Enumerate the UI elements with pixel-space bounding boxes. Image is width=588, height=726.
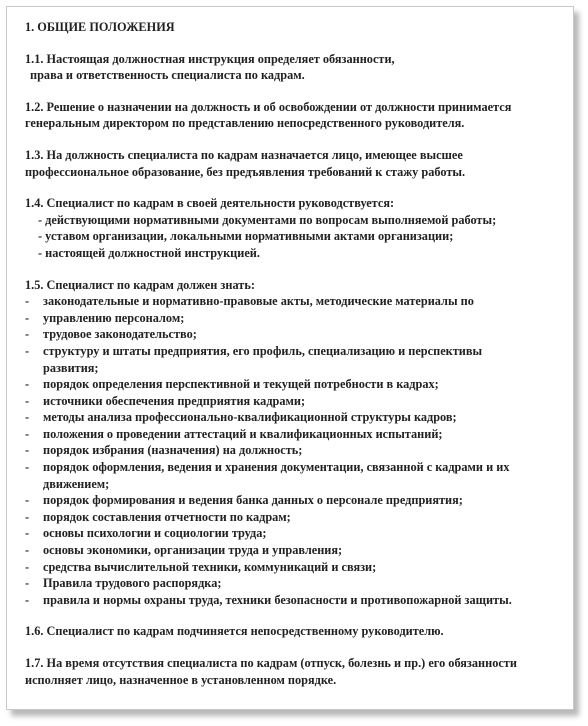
list-item-text: развития; <box>43 360 99 375</box>
document-body <box>25 19 567 688</box>
paragraph-1-2 <box>25 99 567 132</box>
list-item <box>25 559 567 576</box>
list-item-text: основы психологии и социологии труда; <box>43 526 267 541</box>
list-bullet: - <box>25 410 30 425</box>
list-bullet: - <box>25 377 30 392</box>
list-bullet: - <box>25 310 30 325</box>
list-item-text: законодательные и нормативно-правовые акты, методические материалы по <box>43 294 474 309</box>
list-item <box>25 459 567 476</box>
knowledge-list <box>25 293 567 608</box>
text-line: 1.2. Решение о назначении на должность и об освобождении от должности принимается <box>25 99 512 114</box>
list-bullet: - <box>25 543 30 558</box>
text-line: 1.7. На время отсутствия специалиста по кадрам (отпуск, болезнь и пр.) его обязанности <box>25 656 517 670</box>
list-item <box>25 343 567 360</box>
list-item <box>25 476 567 493</box>
text-line: 1.4. Специалист по кадрам в своей деятельности руководствуется: <box>25 196 395 211</box>
list-bullet <box>25 360 43 377</box>
list-item-text: структуру и штаты предприятия, его профиль, специализацию и перспективы <box>43 343 483 358</box>
list-item-text: положения о проведении аттестаций и квалификационных испытаний; <box>43 426 443 441</box>
paragraph-1-6 <box>25 623 567 640</box>
section-heading: 1. ОБЩИЕ ПОЛОЖЕНИЯ <box>25 20 175 34</box>
list-item <box>25 592 567 609</box>
list-item-text: порядок оформления, ведения и хранения документации, связанной с кадрами и их <box>43 460 510 475</box>
text-line: 1.1. Настоящая должностная инструкция определяет обязанности, <box>25 51 395 66</box>
list-bullet: - <box>25 576 30 591</box>
list-item <box>25 310 567 327</box>
list-item <box>25 376 567 393</box>
list-bullet: - <box>25 509 30 524</box>
list-item-text: порядок составления отчетности по кадрам; <box>43 509 291 524</box>
paragraph-1-5 <box>25 277 567 609</box>
list-bullet: - <box>25 327 30 342</box>
text-line: 1.3. На должность специалиста по кадрам назначается лицо, имеющее высшее <box>25 147 463 162</box>
list-item <box>25 575 567 592</box>
list-item: - действующими нормативными документами по вопросам выполняемой работы; <box>38 212 497 227</box>
list-bullet: - <box>25 460 30 475</box>
list-item <box>25 426 567 443</box>
list-bullet: - <box>25 393 30 408</box>
list-item-text: движением; <box>43 476 110 491</box>
text-line: права и ответственность специалиста по кадрам. <box>30 68 305 83</box>
list-item-text: правила и нормы охраны труда, техники безопасности и противопожарной защиты. <box>43 592 512 607</box>
list-item-text: основы экономики, организации труда и управления; <box>43 543 343 558</box>
list-bullet: - <box>25 294 30 309</box>
list-item <box>25 360 567 377</box>
list-bullet: - <box>25 426 30 441</box>
list-bullet <box>25 476 43 493</box>
list-bullet: - <box>25 592 30 607</box>
list-bullet: - <box>25 559 30 574</box>
list-item-text: порядок определения перспективной и текущей потребности в кадрах; <box>43 377 439 392</box>
list-bullet: - <box>25 343 30 358</box>
list-bullet: - <box>25 443 30 458</box>
list-item <box>25 542 567 559</box>
paragraph-1-1 <box>25 51 567 84</box>
list-item <box>25 293 567 310</box>
text-line: исполняет лицо, назначенное в установленном порядке. <box>25 672 337 687</box>
list-item: - уставом организации, локальными нормативными актами организации; <box>38 229 454 244</box>
list-item <box>25 409 567 426</box>
document-page <box>6 6 574 710</box>
list-item-text: Правила трудового распорядка; <box>43 576 222 591</box>
list-item <box>25 525 567 542</box>
list-bullet: - <box>25 493 30 508</box>
text-line: 1.6. Специалист по кадрам подчиняется непосредственному руководителю. <box>25 624 444 639</box>
list-item-text: методы анализа профессионально-квалификационной структуры кадров; <box>43 410 457 425</box>
paragraph-1-3 <box>25 147 567 180</box>
list-item <box>25 393 567 410</box>
list-item <box>25 326 567 343</box>
paragraph-1-7 <box>25 655 567 688</box>
text-line: 1.5. Специалист по кадрам должен знать: <box>25 277 255 292</box>
list-item-text: источники обеспечения предприятия кадрами; <box>43 393 306 408</box>
list-bullet: - <box>25 526 30 541</box>
list-item-text: трудовое законодательство; <box>43 327 197 342</box>
paragraph-1-4 <box>25 195 567 261</box>
list-item <box>25 509 567 526</box>
list-item-text: порядок формирования и ведения банка данных о персонале предприятия; <box>43 493 463 508</box>
list-item: - настоящей должностной инструкцией. <box>38 245 260 260</box>
list-item-text: управлению персоналом; <box>43 310 185 325</box>
list-item <box>25 492 567 509</box>
text-line: профессиональное образование, без предъявления требований к стажу работы. <box>25 164 466 179</box>
text-line: генеральным директором по представлению непосредственного руководителя. <box>25 116 465 131</box>
list-item <box>25 442 567 459</box>
list-item-text: средства вычислительной техники, коммуникаций и связи; <box>43 559 377 574</box>
list-item-text: порядок избрания (назначения) на должность; <box>43 443 303 458</box>
